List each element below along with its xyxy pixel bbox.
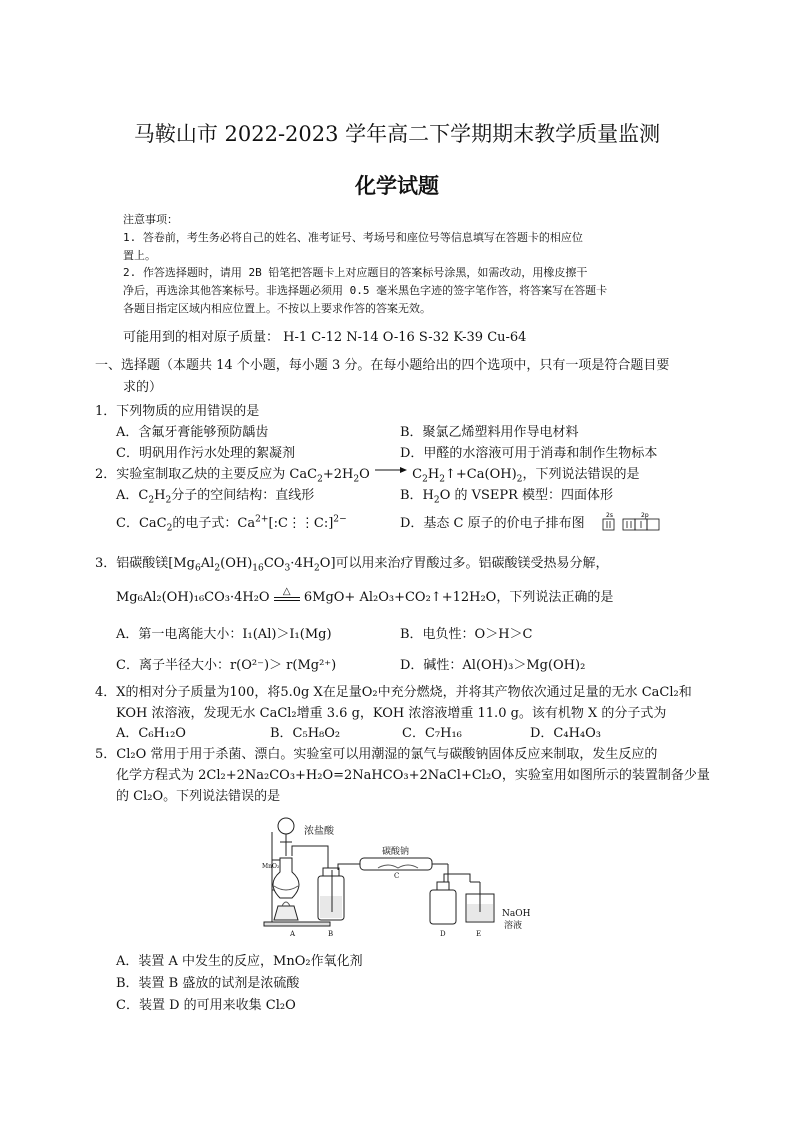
q4-option-d: D．C₄H₄O₃ <box>530 726 601 741</box>
q1-option-d: D．甲醛的水溶液可用于消毒和制作生物标本 <box>400 446 658 461</box>
burner <box>274 906 298 920</box>
svg-text:碳酸钠: 碳酸钠 <box>382 847 410 857</box>
q3-option-c: C．离子半径大小：r(O²⁻)＞ r(Mg²⁺) <box>116 658 337 673</box>
svg-text:B: B <box>328 930 334 938</box>
section-heading: 一、选择题（本题共 14 个小题，每小题 3 分。在每小题给出的四个选项中，只有一项是符合题目要 <box>95 358 670 373</box>
reaction-arrow-icon <box>374 466 408 474</box>
svg-text:浓盐酸: 浓盐酸 <box>304 826 334 837</box>
tube-c <box>360 858 432 870</box>
q3-stem: 3．铝碳酸镁$[Mg_6Al_2(OH)_{16}CO_3\cdot 4H_2O]$可以用来治疗胃酸过多。铝碳酸镁受热易分解， <box>95 556 609 574</box>
svg-text:A: A <box>290 930 296 938</box>
q2-stem: 2．实验室制取乙炔的主要反应为 $CaC_2+2H_2O$ $C_2H_2↑+Ca(OH)_2$，下列说法错误的是 <box>95 467 640 485</box>
stand-base <box>264 922 330 926</box>
q4-option-c: C．C₇H₁₆ <box>402 726 462 741</box>
svg-text:溶液: 溶液 <box>504 921 523 931</box>
notice-item2-line2: 净后，再选涂其他答案标号。非选择题必须用 0.5 毫米黑色字迹的签字笔作答，将答案写在答题卡 <box>123 284 608 297</box>
q3-option-d: D．碱性：Al(OH)₃＞Mg(OH)₂ <box>400 658 586 673</box>
svg-text:2s: 2s <box>606 512 613 519</box>
q5-line2: 化学方程式为 2Cl₂+2Na₂CO₃+H₂O=2NaHCO₃+2NaCl+Cl₂O，实验室用如图所示的装置制备少量 <box>116 768 710 783</box>
page-title: 马鞍山市 2022-2023 学年高二下学期期末教学质量监测 <box>133 122 661 146</box>
svg-text:D: D <box>440 930 446 938</box>
q4-option-a: A．C₆H₁₂O <box>116 726 186 741</box>
q3-equation: Mg₆Al₂(OH)₁₆CO₃·4H₂O △ 6MgO+ Al₂O₃+CO₂↑+12H₂O，下列说法正确的是 <box>116 586 614 605</box>
q1-stem: 1．下列物质的应用错误的是 <box>95 404 260 419</box>
svg-text:MnO₂: MnO₂ <box>262 863 280 870</box>
q2-option-d: D．基态 C 原子的价电子排布图 <box>400 516 585 531</box>
notice-item1-line2: 置上。 <box>123 249 156 262</box>
q5-option-c: C．装置 D 的可用来收集 Cl₂O <box>116 998 296 1013</box>
q1-option-c: C．明矾用作污水处理的絮凝剂 <box>116 446 295 461</box>
svg-text:C: C <box>394 872 400 880</box>
svg-text:E: E <box>476 930 482 938</box>
orbital-diagram <box>601 511 663 533</box>
apparatus-figure <box>258 812 548 944</box>
q1-option-b: B．聚氯乙烯塑料用作导电材料 <box>400 425 579 440</box>
q5-line1: 5．Cl₂O 常用于用于杀菌、漂白。实验室可以用潮湿的氯气与碳酸钠固体反应来制取，发生反应的 <box>95 747 658 762</box>
notice-item1-line1: 1. 答卷前，考生务必将自己的姓名、准考证号、考场号和座位号等信息填写在答题卡的相应位 <box>123 231 583 244</box>
svg-text:NaOH: NaOH <box>502 909 531 919</box>
q1-option-a: A．含氟牙膏能够预防龋齿 <box>116 425 269 440</box>
q2-option-c: C．CaC$_2$的电子式：$Ca^{2+}[:C⋮⋮C:]^{2-}$ <box>116 514 347 534</box>
notice-item2-line3: 各题目指定区域内相应位置上。不按以上要求作答的答案无效。 <box>123 302 431 315</box>
notice-heading: 注意事项： <box>123 213 178 226</box>
q2-option-b: B．$H_2O$ 的 VSEPR 模型：四面体形 <box>400 488 614 506</box>
q5-option-b: B．装置 B 盛放的试剂是浓硫酸 <box>116 976 300 991</box>
funnel-bulb <box>278 818 294 834</box>
section-heading-cont: 求的） <box>123 380 163 395</box>
q3-option-a: A．第一电离能大小：I₁(Al)＞I₁(Mg) <box>116 627 332 642</box>
q3-option-b: B．电负性：O＞H＞C <box>400 627 533 642</box>
svg-text:2p: 2p <box>641 512 649 519</box>
q5-option-a: A．装置 A 中发生的反应，MnO₂作氧化剂 <box>116 954 363 969</box>
atomic-masses: 可能用到的相对原子质量： H-1 C-12 N-14 O-16 S-32 K-39 Cu-64 <box>123 330 527 345</box>
subject-title: 化学试题 <box>355 173 439 198</box>
q4-line1: 4．X的相对分子质量为100，将5.0g X在足量O₂中充分燃烧，并将其产物依次通过足量的无水 CaCl₂和 <box>95 685 692 700</box>
q5-line3: 的 Cl₂O。下列说法错误的是 <box>116 789 281 804</box>
q4-option-b: B．C₅H₈O₂ <box>270 726 341 741</box>
bottle-d <box>430 890 456 924</box>
q2-option-a: A．$C_2H_2$分子的空间结构：直线形 <box>116 488 315 506</box>
notice-item2-line1: 2. 作答选择题时，请用 2B 铅笔把答题卡上对应题目的答案标号涂黑，如需改动，用橡皮擦干 <box>123 266 588 279</box>
q4-line2: KOH 浓溶液，发现无水 CaCl₂增重 3.6 g，KOH 浓溶液增重 11.0 g。该有机物 X 的分子式为 <box>116 706 667 721</box>
